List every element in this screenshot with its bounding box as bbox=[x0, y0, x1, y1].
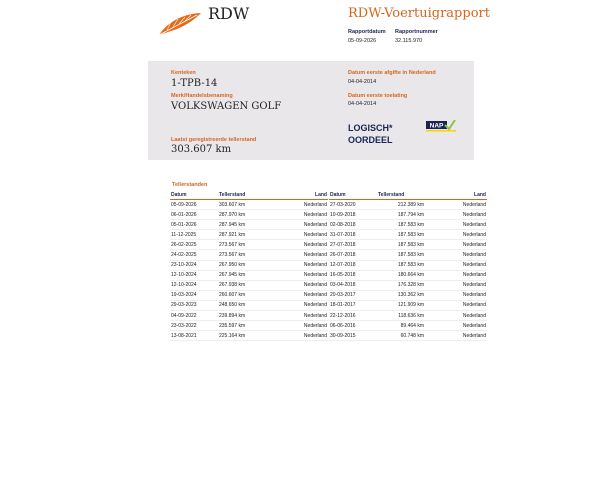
row-datum: 03-04-2018 bbox=[329, 280, 377, 290]
oordeel-line1: LOGISCH* bbox=[348, 123, 393, 133]
table-row bbox=[170, 300, 328, 310]
row-tellerstand: 187.583 km bbox=[377, 250, 425, 260]
row-tellerstand: 267.945 km bbox=[218, 270, 278, 280]
table-row bbox=[329, 200, 487, 210]
row-datum: 04-09-2022 bbox=[170, 311, 218, 321]
table-row bbox=[329, 290, 487, 300]
row-datum: 05-01-2026 bbox=[170, 220, 218, 230]
table-row bbox=[170, 200, 328, 210]
row-tellerstand: 239.894 km bbox=[218, 311, 278, 321]
row-datum: 10-09-2018 bbox=[329, 210, 377, 220]
table-row bbox=[170, 230, 328, 240]
row-land: Nederland bbox=[278, 200, 328, 210]
merk-value: VOLKSWAGEN GOLF bbox=[171, 101, 282, 112]
rapportdatum-value: 05-09-2026 bbox=[348, 38, 377, 44]
table-row bbox=[329, 300, 487, 310]
row-datum: 02-08-2018 bbox=[329, 220, 377, 230]
row-datum: 27-03-2020 bbox=[329, 200, 377, 210]
row-tellerstand: 118.636 km bbox=[377, 311, 425, 321]
rapportdatum-label: Rapportdatum bbox=[348, 29, 386, 35]
teller-value: 303.607 km bbox=[171, 144, 232, 155]
table-row bbox=[329, 240, 487, 250]
teller-label: Laatst geregistreerde tellerstand bbox=[171, 137, 257, 143]
eerste-toelating-label: Datum eerste toelating bbox=[348, 93, 408, 99]
row-datum: 26-02-2025 bbox=[170, 240, 218, 250]
row-land: Nederland bbox=[425, 311, 487, 321]
row-tellerstand: 235.597 km bbox=[218, 321, 278, 331]
row-land: Nederland bbox=[278, 220, 328, 230]
row-datum: 23-10-2024 bbox=[170, 260, 218, 270]
row-land: Nederland bbox=[425, 200, 487, 210]
eerste-afgifte-value: 04-04-2014 bbox=[348, 79, 377, 85]
table-row bbox=[170, 260, 328, 270]
row-tellerstand: 121.909 km bbox=[377, 300, 425, 310]
row-land: Nederland bbox=[425, 250, 487, 260]
row-datum: 12-10-2024 bbox=[170, 280, 218, 290]
row-land: Nederland bbox=[278, 280, 328, 290]
row-land: Nederland bbox=[425, 280, 487, 290]
tellerstanden-table-right bbox=[329, 191, 487, 341]
table-header-row bbox=[170, 191, 328, 200]
table-row bbox=[170, 331, 328, 341]
row-datum: 12-07-2018 bbox=[329, 260, 377, 270]
report-title: RDW-Voertuigrapport bbox=[348, 6, 490, 21]
row-tellerstand: 267.938 km bbox=[218, 280, 278, 290]
row-land: Nederland bbox=[278, 321, 328, 331]
eerste-afgifte-label: Datum eerste afgifte in Nederland bbox=[348, 70, 436, 76]
row-land: Nederland bbox=[425, 321, 487, 331]
table-row bbox=[170, 270, 328, 280]
rapportnummer-label: Rapportnummer bbox=[395, 29, 438, 35]
row-datum: 16-05-2018 bbox=[329, 270, 377, 280]
table-header-row bbox=[329, 191, 487, 200]
row-datum: 19-03-2024 bbox=[170, 290, 218, 300]
row-tellerstand: 60.748 km bbox=[377, 331, 425, 341]
row-tellerstand: 303.607 km bbox=[218, 200, 278, 210]
row-datum: 26-07-2018 bbox=[329, 250, 377, 260]
row-tellerstand: 287.945 km bbox=[218, 220, 278, 230]
row-tellerstand: 212.389 km bbox=[377, 200, 425, 210]
table-row bbox=[329, 321, 487, 331]
row-tellerstand: 225.164 km bbox=[218, 331, 278, 341]
row-land: Nederland bbox=[278, 210, 328, 220]
row-tellerstand: 187.583 km bbox=[377, 220, 425, 230]
merk-label: Merk/Handelsbenaming bbox=[171, 93, 233, 99]
row-land: Nederland bbox=[278, 260, 328, 270]
table-row bbox=[329, 311, 487, 321]
row-tellerstand: 176.328 km bbox=[377, 280, 425, 290]
row-datum: 11-12-2025 bbox=[170, 230, 218, 240]
table-row bbox=[170, 220, 328, 230]
header-land: Land bbox=[425, 191, 487, 200]
row-land: Nederland bbox=[278, 311, 328, 321]
table-row bbox=[170, 290, 328, 300]
table-row bbox=[329, 230, 487, 240]
header-tellerstand: Tellerstand bbox=[377, 191, 425, 200]
row-land: Nederland bbox=[278, 270, 328, 280]
row-tellerstand: 130.362 km bbox=[377, 290, 425, 300]
table-row bbox=[329, 280, 487, 290]
row-land: Nederland bbox=[425, 300, 487, 310]
table-row bbox=[329, 250, 487, 260]
rdw-logo-icon bbox=[157, 11, 203, 37]
row-land: Nederland bbox=[425, 230, 487, 240]
nap-logo-icon bbox=[426, 120, 456, 132]
row-land: Nederland bbox=[425, 260, 487, 270]
table-row bbox=[170, 210, 328, 220]
kenteken-label: Kenteken bbox=[171, 70, 196, 76]
eerste-toelating-value: 04-04-2014 bbox=[348, 101, 377, 107]
row-datum: 18-01-2017 bbox=[329, 300, 377, 310]
row-tellerstand: 187.794 km bbox=[377, 210, 425, 220]
row-tellerstand: 273.567 km bbox=[218, 250, 278, 260]
kenteken-value: 1-TPB-14 bbox=[171, 78, 218, 89]
logo-text: RDW bbox=[208, 4, 250, 23]
row-land: Nederland bbox=[425, 220, 487, 230]
row-tellerstand: 260.607 km bbox=[218, 290, 278, 300]
table-row bbox=[170, 280, 328, 290]
row-tellerstand: 187.583 km bbox=[377, 240, 425, 250]
row-land: Nederland bbox=[278, 290, 328, 300]
header-datum: Datum bbox=[170, 191, 218, 200]
header-tellerstand: Tellerstand bbox=[218, 191, 278, 200]
table-row bbox=[170, 311, 328, 321]
row-tellerstand: 273.567 km bbox=[218, 240, 278, 250]
row-datum: 22-12-2016 bbox=[329, 311, 377, 321]
header-datum: Datum bbox=[329, 191, 377, 200]
table-row bbox=[329, 220, 487, 230]
row-land: Nederland bbox=[278, 331, 328, 341]
table-row bbox=[170, 250, 328, 260]
table-row bbox=[329, 270, 487, 280]
row-datum: 12-10-2024 bbox=[170, 270, 218, 280]
header-land: Land bbox=[278, 191, 328, 200]
rapportnummer-value: 32.115.970 bbox=[395, 38, 423, 44]
table-row bbox=[170, 321, 328, 331]
row-tellerstand: 180.664 km bbox=[377, 270, 425, 280]
row-land: Nederland bbox=[425, 270, 487, 280]
row-tellerstand: 187.583 km bbox=[377, 260, 425, 270]
row-datum: 06-06-2016 bbox=[329, 321, 377, 331]
row-tellerstand: 287.921 km bbox=[218, 230, 278, 240]
row-land: Nederland bbox=[278, 230, 328, 240]
row-land: Nederland bbox=[278, 300, 328, 310]
row-land: Nederland bbox=[425, 331, 487, 341]
table-row bbox=[329, 210, 487, 220]
nap-logo-text: NAP bbox=[429, 122, 444, 130]
tellerstanden-table-left bbox=[170, 191, 328, 341]
row-tellerstand: 267.950 km bbox=[218, 260, 278, 270]
row-tellerstand: 187.583 km bbox=[377, 230, 425, 240]
row-datum: 20-03-2017 bbox=[329, 290, 377, 300]
row-land: Nederland bbox=[425, 290, 487, 300]
oordeel-line2: OORDEEL bbox=[348, 135, 393, 145]
tellerstanden-title: Tellerstanden bbox=[172, 182, 208, 188]
row-datum: 24-02-2025 bbox=[170, 250, 218, 260]
row-land: Nederland bbox=[278, 240, 328, 250]
table-row bbox=[329, 260, 487, 270]
oordeel-text bbox=[348, 122, 393, 146]
row-land: Nederland bbox=[278, 250, 328, 260]
row-datum: 23-03-2022 bbox=[170, 321, 218, 331]
row-datum: 29-03-2023 bbox=[170, 300, 218, 310]
row-datum: 06-01-2026 bbox=[170, 210, 218, 220]
row-tellerstand: 89.464 km bbox=[377, 321, 425, 331]
row-datum: 31-07-2018 bbox=[329, 230, 377, 240]
table-row bbox=[329, 331, 487, 341]
row-datum: 30-09-2015 bbox=[329, 331, 377, 341]
row-datum: 13-08-2021 bbox=[170, 331, 218, 341]
table-row bbox=[170, 240, 328, 250]
row-datum: 05-09-2026 bbox=[170, 200, 218, 210]
row-tellerstand: 287.970 km bbox=[218, 210, 278, 220]
row-tellerstand: 248.650 km bbox=[218, 300, 278, 310]
row-land: Nederland bbox=[425, 210, 487, 220]
row-datum: 27-07-2018 bbox=[329, 240, 377, 250]
row-land: Nederland bbox=[425, 240, 487, 250]
